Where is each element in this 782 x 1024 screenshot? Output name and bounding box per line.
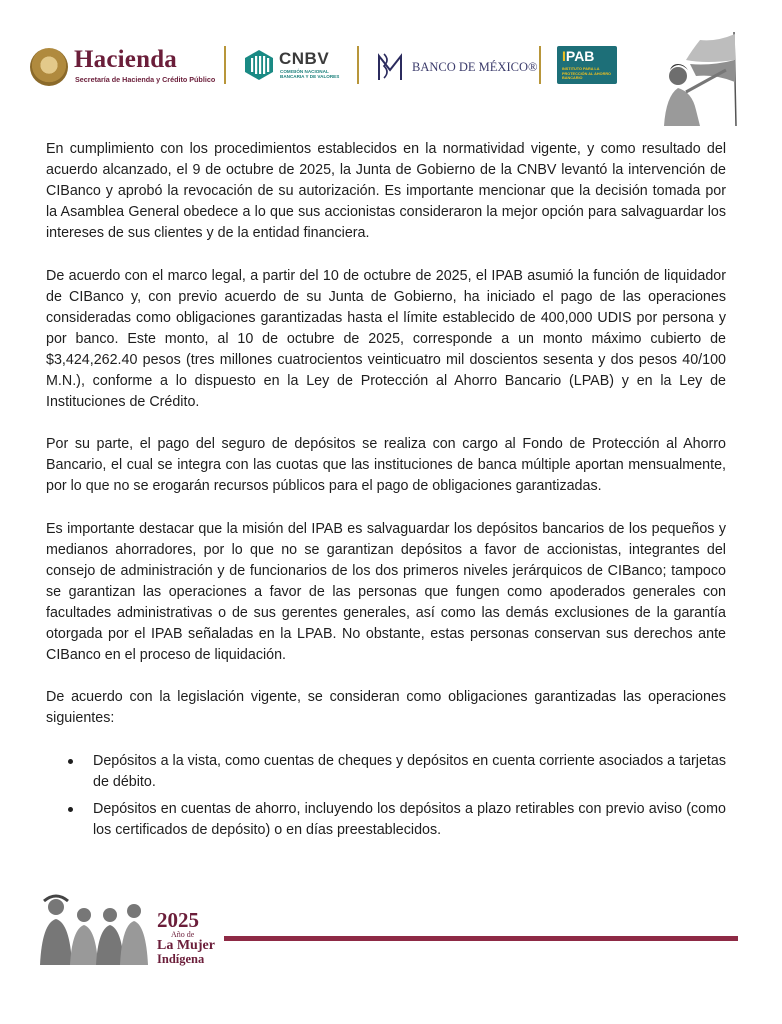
year-subtitle: Año de — [171, 930, 195, 939]
year-number: 2025 — [157, 908, 199, 932]
banxico-monogram-icon — [376, 52, 404, 82]
page-header — [0, 0, 782, 120]
indigenous-women-illustration — [34, 893, 154, 965]
cnbv-logo — [243, 49, 343, 85]
ipab-logo — [557, 46, 617, 84]
hacienda-logo — [30, 46, 216, 90]
bullet-icon — [68, 759, 73, 764]
heroine-flag-illustration — [656, 30, 741, 126]
paragraph: Es importante destacar que la misión del IPAB es salvaguardar los depósitos bancarios de los pequeños y medianos ahorradores, por lo que no se garantizan depósitos a favor de accionistas, integrantes del consejo de administración y de funcionarios de los dos primeros niveles jerárquicos de CIBanco; tampoco se garantizan las operaciones a favor de las personas que fungen como apoderados generales con facultades administrativas o de sus gerentes generales, así como las demás exclusiones de la garantía otorgada por el IPAB señaladas en la LPAB. No obstante, estas personas conservan sus derechos ante CIBanco en el proceso de liquidación. — [46, 520, 726, 663]
ipab-title-pab: PAB — [565, 48, 595, 64]
year-of-indigenous-woman-badge — [157, 910, 227, 966]
paragraph: De acuerdo con el marco legal, a partir del 10 de octubre de 2025, el IPAB asumió la función de liquidador de CIBanco y, con previo acuerdo de su Junta de Gobierno, ha iniciado el pago de las operaciones consideradas como obligaciones garantizadas hasta el límite establecido de 400,000 UDIS por persona y por banco. Este monto, al 10 de octubre de 2025, corresponde a un monto máximo cubierto de $3,424,262.40 pesos (tres millones cuatrocientos veinticuatro mil doscientos sesenta y dos pesos 40/100 M.N.), conforme a lo dispuesto en la Ley de Protección al Ahorro Bancario (LPAB) y en la Ley de Instituciones de Crédito. — [46, 267, 726, 410]
ipab-title-i: I — [562, 48, 566, 64]
ipab-title — [562, 48, 594, 64]
document-body — [46, 139, 726, 847]
paragraph: Por su parte, el pago del seguro de depósitos se realiza con cargo al Fondo de Protección al Ahorro Bancario, el cual se integra con las cuotas que las instituciones de banca múltiple aportan mensualmente, por lo que no se erogarán recursos públicos para el pago de obligaciones garantizadas. — [46, 436, 726, 494]
cnbv-emblem-icon — [243, 49, 275, 81]
list-item-text: Depósitos en cuentas de ahorro, incluyendo los depósitos a plazo retirables con previo aviso (como los certificados de depósito) o en días preestablecidos. — [93, 801, 726, 838]
hacienda-subtitle: Secretaría de Hacienda y Crédito Público — [75, 75, 216, 84]
cnbv-title: CNBV — [279, 49, 330, 68]
bullet-icon — [68, 807, 73, 812]
logo-divider — [357, 46, 359, 84]
cnbv-subtitle: COMISIÓN NACIONAL BANCARIA Y DE VALORES — [280, 69, 340, 79]
year-indigena: Indígena — [157, 952, 205, 966]
year-mujer: La Mujer — [157, 938, 215, 953]
hacienda-title: Hacienda — [74, 46, 177, 73]
guaranteed-operations-list — [46, 751, 726, 841]
banxico-title: BANCO DE MÉXICO® — [412, 60, 538, 74]
national-seal-icon — [30, 48, 68, 86]
list-item-text: Depósitos a la vista, como cuentas de cheques y depósitos en cuenta corriente asociados a tarjetas de débito. — [93, 753, 726, 790]
logo-divider — [539, 46, 541, 84]
banxico-logo — [376, 52, 538, 84]
paragraph: De acuerdo con la legislación vigente, se consideran como obligaciones garantizadas las operaciones siguientes: — [46, 689, 726, 726]
list-item — [46, 751, 726, 793]
ipab-subtitle: INSTITUTO PARA LA PROTECCIÓN AL AHORRO BANCARIO — [562, 67, 612, 80]
paragraph: En cumplimiento con los procedimientos establecidos en la normatividad vigente, y como resultado del acuerdo alcanzado, el 9 de octubre de 2025, la Junta de Gobierno de la CNBV levantó la intervención de CIBanco y aprobó la revocación de su autorización. Es importante mencionar que la decisión tomada por la Asamblea General obedece a lo que sus accionistas consideraron la mejor opción para salvaguardar los intereses de sus clientes y de la entidad financiera. — [46, 141, 726, 241]
logo-divider — [224, 46, 226, 84]
list-item — [46, 799, 726, 841]
footer-divider — [224, 936, 738, 941]
